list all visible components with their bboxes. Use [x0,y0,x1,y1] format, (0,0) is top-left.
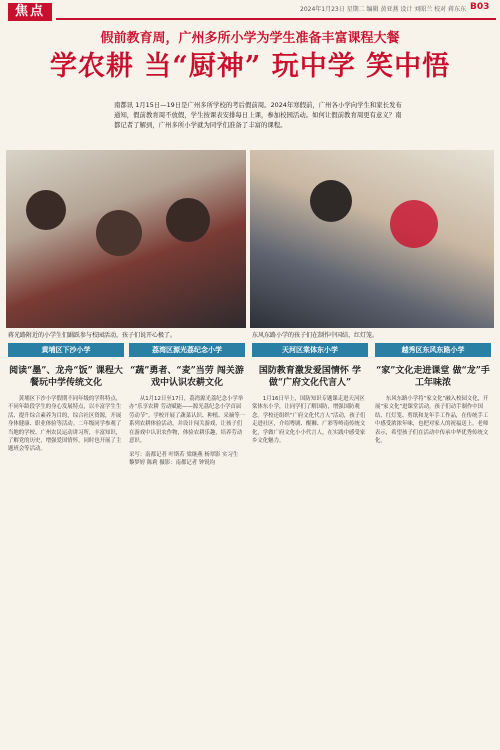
photo-figure [310,180,352,222]
column-header: 天河区棠体东小学 [252,343,368,357]
column-header: 黄埔区下沙小学 [8,343,124,357]
column-body: 东风东路小学将“家文化”融入校园文化，开展“家文化”进课堂活动。孩子们动手制作中国结、红灯笼、剪纸和龙年手工作品，在传统手工中感受浓浓年味，也把对家人的祝福送上。老师表示，希望孩子们在活动中传承中华优秀传统文化。 [375,396,489,445]
article-title: 学农耕 当“厨神” 玩中学 笑中悟 [49,51,451,82]
header-rule [56,18,496,20]
column-body: 从1月12日至17日，荔湾源光荔纪念小学举办“乐享农耕 劳动赋能——源光荔纪念小学首届劳动节”。学校开展了蔬菜认识、种植、采摘等一系列农耕体验活动，并设计闯关游戏，让孩子们在游戏中认识农作物，体验农耕乐趣，培养劳动意识。 [129,396,245,445]
column-article [375,343,491,445]
photo-figure [166,198,210,242]
column-article [8,343,124,454]
column-title: “蔬”勇者、“麦”当劳 闯关游戏中认识农耕文化 [130,366,244,388]
photo-students-activity [6,150,246,328]
column-body: 黄埔区下沙小学假期不同年级的学科特点，不同年龄段学生的身心发展特点，以丰富学生生活、提升综合素养为目的，综合社区资源，开展身体健康、职业体验等活动。二年级同学参观了当地的学校、广州农民运动讲习所，丰富知识，了解党的历史，增强爱国情怀，同时也开展了主题班会等活动。 [8,396,122,453]
column-body: 1月16日早上，国防知识专题课走进天河区棠体东小学，让同学们了解国防，增强国防观念。学校还组织“广府文化代言人”活动，孩子们走进社区，介绍粤剧、醒狮、广彩等岭南传统文化，学做广府文化小小代言人，在实践中感受家乡文化魅力。 [252,396,366,445]
column-article [252,343,368,445]
page-number: B03 [470,2,490,12]
section-tag: 焦点 [8,3,52,21]
header-info: 2024年1月23日 星期二 编辑 黄亚燕 设计 刘昭兰 校对 蒋东东 [300,6,467,13]
page-header [0,0,500,22]
photo-caption: 蒋光路附近的小学生们踊跃参与校园活动，孩子们说开心极了。 [8,332,177,339]
photo-caption: 东风东路小学的孩子们在制作中国结、红灯笼。 [252,332,379,339]
photo-lantern [390,200,438,248]
column-title: 阅读“墨”、龙舟“饭” 课程大餐玩中学传统文化 [9,366,123,388]
column-title: 国防教育激发爱国情怀 学做“广府文化代言人” [258,366,362,388]
column-article [129,343,245,467]
column-header: 荔湾区源光荔纪念小学 [129,343,245,357]
column-title: “家”文化走进课堂 做“龙”手工年味浓 [376,366,490,388]
photo-handcraft [250,150,494,328]
photo-figure [26,190,66,230]
column-credit: 采写：南都记者 叶斯若 梁继燕 杨翠影 实习生 黎梦婷 陈莉 摄影：南都记者 钟锐钧 [129,452,239,467]
article-lead: 南都讯 1月15日—19日是广州多所学校的考后假前周。2024年寒假前，广州各小学向学生和家长发布通知，假前教育周不放假，学生按课表安排每日上课，参加校园活动。如何让假前教育周更有意义？南都记者了解到，广州多所小学就为同学们准备了丰富的课程。 [114,101,402,129]
photo-figure [96,210,142,256]
article-subtitle: 假前教育周，广州多所小学为学生准备丰富课程大餐 [100,31,400,46]
column-header: 越秀区东风东路小学 [375,343,491,357]
